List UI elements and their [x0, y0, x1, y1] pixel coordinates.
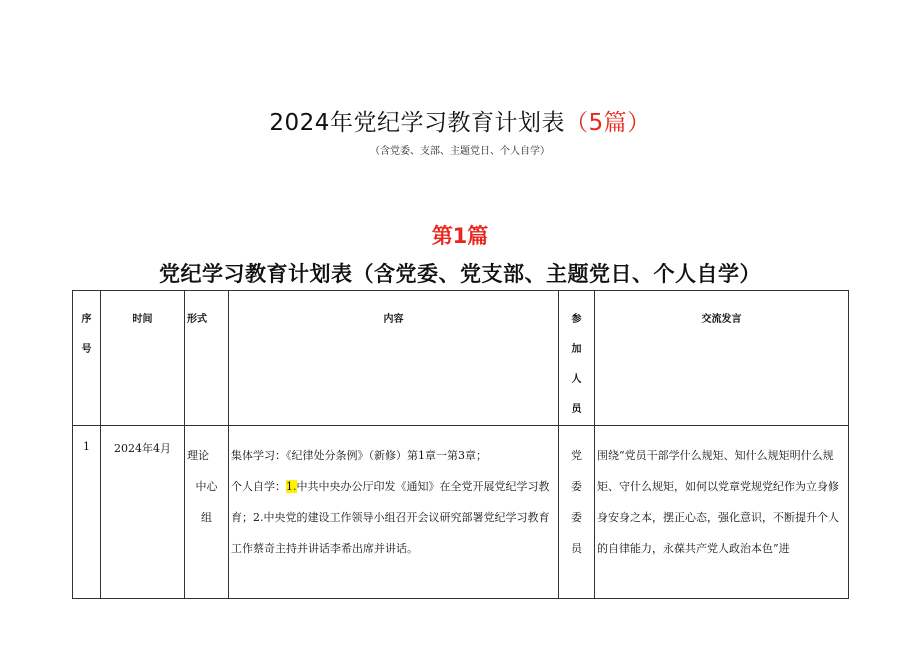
row-form — [185, 426, 229, 599]
header-speech — [595, 291, 849, 426]
header-participants-char: 人 — [571, 374, 582, 385]
document-subtitle: （含党委、支部、主题党日、个人自学） — [370, 146, 550, 157]
row-participants-char: 员 — [571, 542, 582, 555]
row-participants — [559, 426, 595, 599]
table-header-row — [73, 291, 849, 426]
header-speech-label: 交流发言 — [701, 314, 742, 325]
header-form-label: 形式 — [187, 314, 207, 325]
row-content-collective: 集体学习：《纪律处分条例》（新修）第1章一第3章； — [231, 449, 487, 462]
document-title-main: 2024年党纪学习教育计划表 — [269, 110, 565, 136]
header-form — [185, 291, 229, 426]
header-participants — [559, 291, 595, 426]
document-title-count: （5篇） — [564, 110, 651, 136]
row-time: 2024年4月 — [101, 426, 185, 599]
row-form-line: 理论 — [187, 449, 209, 462]
row-participants-char: 委 — [571, 480, 582, 493]
header-participants-char: 员 — [571, 404, 582, 415]
table-row — [73, 426, 849, 599]
header-time-label: 时间 — [132, 314, 153, 325]
header-content — [229, 291, 559, 426]
row-content — [229, 426, 559, 599]
row-index: 1 — [73, 426, 101, 599]
row-participants-char: 委 — [571, 511, 582, 524]
row-form-line: 中心 — [195, 480, 218, 493]
header-content-label: 内容 — [383, 314, 404, 325]
row-content-self-study — [231, 471, 556, 564]
row-content-rest: 中共中央办公厅印发《通知》在全党开展党纪学习教育；2.中央党的建设工作领导小组召开会议研究部署党纪学习教育工作蔡奇主持并讲话李希出席并讲话。 — [231, 480, 550, 555]
plan-table — [72, 290, 849, 599]
row-content-prefix: 个人自学： — [231, 480, 286, 493]
document-title — [0, 104, 920, 137]
header-participants-char: 加 — [571, 344, 582, 355]
header-time — [101, 291, 185, 426]
part-heading: 第1篇 — [431, 224, 489, 248]
highlighted-number: 1. — [286, 480, 297, 493]
header-participants-char: 参 — [571, 314, 582, 325]
header-index — [73, 291, 101, 426]
header-index-char: 号 — [81, 344, 92, 355]
row-speech: 围绕“党员干部学什么规矩、知什么规矩明什么规矩、守什么规矩，如何以党章党规党纪作为立身修身安身之本，摆正心态，强化意识，不断提升个人的自律能力，永葆共产党人政治本色”进 — [595, 426, 849, 599]
header-index-char: 序 — [81, 314, 92, 325]
row-form-line: 组 — [201, 511, 212, 524]
row-participants-char: 党 — [571, 449, 582, 462]
table-title: 党纪学习教育计划表（含党委、党支部、主题党日、个人自学） — [159, 262, 761, 286]
